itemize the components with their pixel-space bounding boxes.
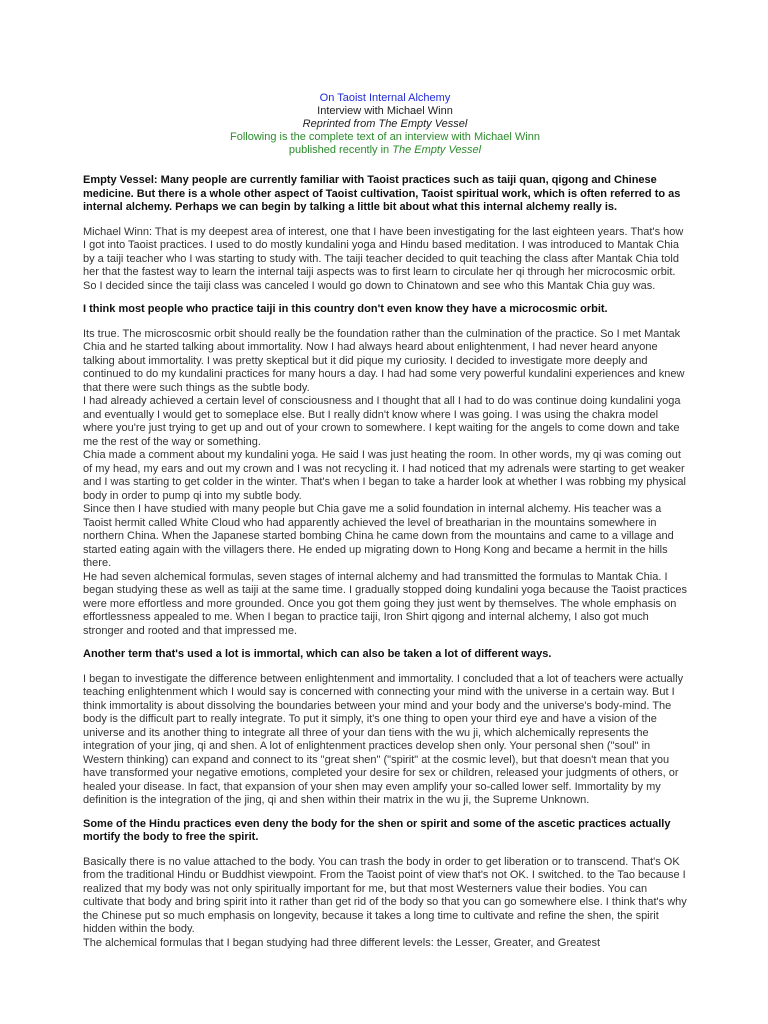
interview-question: Some of the Hindu practices even deny the body for the shen or spirit and some of the ascetic practices actually mortify the body to free the spirit. [83, 817, 671, 843]
answer-paragraph: Chia made a comment about my kundalini yoga. He said I was just heating the room. In other words, my qi was coming out of my head, my ears and out my crown and I was not recycling it. I had noticed that my adrenals were starting to get weaker and I was starting to get colder in the winter. That's when I began to take a harder look at whether I was robbing my physical body in order to pump qi into my subtle body. [83, 449, 686, 502]
interview-answer [83, 856, 687, 937]
answer-paragraph: Basically there is no value attached to the body. You can trash the body in order to get liberation or to transcend. That's OK from the traditional Hindu or Buddhist viewpoint. From the Taoist point of view that's not OK. I switched. to the Tao because I realized that my body was not only spiritually important for me, but that most Westerners value their bodies. You can cultivate that body and bring spirit into it rather than get rid of the body so that you can go somewhere else. I think that's why the Chinese put so much emphasis on longevity, because it takes a long time to cultivate and refine the shen, the spirit hidden within the body. [83, 855, 687, 935]
reprint-notice [83, 118, 687, 131]
reprint-source: The Empty Vessel [378, 118, 468, 130]
answer-paragraph: I had already achieved a certain level of consciousness and I thought that all I had to do was continue doing kundalini yoga and eventually I would get to someplace else. But I really didn't know where I was going. I was using the chakra model where you're just trying to get up and out of your crown to somewhere. I kept waiting for the angels to come down and take me the rest of the way or something. [83, 395, 681, 448]
interview-answer [83, 328, 687, 639]
interview-question: Empty Vessel: Many people are currently familiar with Taoist practices such as taiji quan, qigong and Chinese medicine. But there is a whole other aspect of Taoist cultivation, Taoist spiritual work, which is often referred to as internal alchemy. Perhaps we can begin by talking a little bit about what this internal alchemy really is. [83, 174, 681, 213]
interview-answer [83, 673, 687, 808]
document-header [83, 92, 687, 157]
answer-paragraph: Michael Winn: That is my deepest area of interest, one that I have been investigating for the last eighteen years. That's how I got into Taoist practices. I used to do mostly kundalini yoga and Hindu based meditation. I was introduced to Mantak Chia by a taiji teacher who I was starting to study with. The taiji teacher decided to quit teaching the class after Mantak Chia told her that the fastest way to learn the internal taiji aspects was to first learn to circulate her qi through her microcosmic orbit. So I decided since the taiji class was canceled I would go down to Chinatown and see who this Mantak Chia guy was. [83, 225, 684, 292]
document-page [83, 92, 687, 950]
intro-note-prefix: published recently in [288, 144, 393, 156]
answer-paragraph: Its true. The microscosmic orbit should really be the foundation rather than the culmination of the practice. So I met Mantak Chia and he started talking about immortality. Now I had always heard about enlightenment, I had never heard anyone talking about immortality. I was pretty skeptical but it did pique my curiosity. I decided to investigate more deeply and continued to do my kundalini practices for many hours a day. I had had some very powerful kundalini experiences and knew that there were such things as the subtle body. [83, 327, 685, 394]
intro-note-line-1: Following is the complete text of an interview with Michael Winn [230, 131, 540, 143]
interview-question: Another term that's used a lot is immortal, which can also be taken a lot of different ways. [83, 648, 552, 660]
interview-question: I think most people who practice taiji in this country don't even know they have a microcosmic orbit. [83, 303, 608, 315]
answer-paragraph: Since then I have studied with many people but Chia gave me a solid foundation in internal alchemy. His teacher was a Taoist hermit called White Cloud who had apparently achieved the level of breatharian in the mountains somewhere in northern China. When the Japanese started bombing China he came down from the mountains and came to a village and started eating again with the villagers there. He ended up migrating down to Hong Kong and became a hermit in the hills there. [83, 503, 674, 569]
trailing-partial-line: The alchemical formulas that I began studying had three different levels: the Lesser, Greater, and Greatest [83, 936, 601, 949]
answer-paragraph: He had seven alchemical formulas, seven stages of internal alchemy and had transmitted the formulas to Mantak Chia. I began studying these as well as taiji at the same time. I gradually stopped doing kundalini yoga because the Taoist practices were more effortless and more grounded. Once you got them going they just went by themselves. The whole emphasis on effortlessness appealed to me. When I began to practice taiji, Iron Shirt qigong and internal alchemy, I also got much stronger and rooted and that impressed me. [83, 570, 687, 637]
article-title-link[interactable]: On Taoist Internal Alchemy [319, 92, 451, 104]
article-subtitle: Interview with Michael Winn [317, 105, 453, 117]
intro-note-line-2 [83, 144, 687, 157]
reprint-prefix: Reprinted from [302, 118, 379, 130]
interview-answer [83, 226, 687, 294]
intro-note-source: The Empty Vessel [392, 144, 482, 156]
answer-paragraph: I began to investigate the difference between enlightenment and immortality. I concluded that a lot of teachers were actually teaching enlightenment which I would say is concerned with connecting your mind with the universe in a certain way. But I think immortality is about dissolving the boundaries between your mind and your body and the universe's body-mind. The body is the difficult part to really integrate. To put it simply, it's one thing to open your third eye and have a vision of the universe and its another thing to integrate all three of your dan tiens with the wu ji, which alchemically represents the integration of your jing, qi and shen. A lot of enlightenment practices develop shen only. Your personal shen ("soul" in Western thinking) can expand and connect to its "great shen" ("spirit" at the cosmic level), but that doesn't mean that you have transformed your negative emotions, completed your desire for sex or children, released your judgments of others, or healed your disease. In fact, that expansion of your shen may even amplify your so-called lower self. Immortality by my definition is the integration of the jing, qi and shen within their matrix in the wu ji, the Supreme Unknown. [83, 672, 684, 806]
